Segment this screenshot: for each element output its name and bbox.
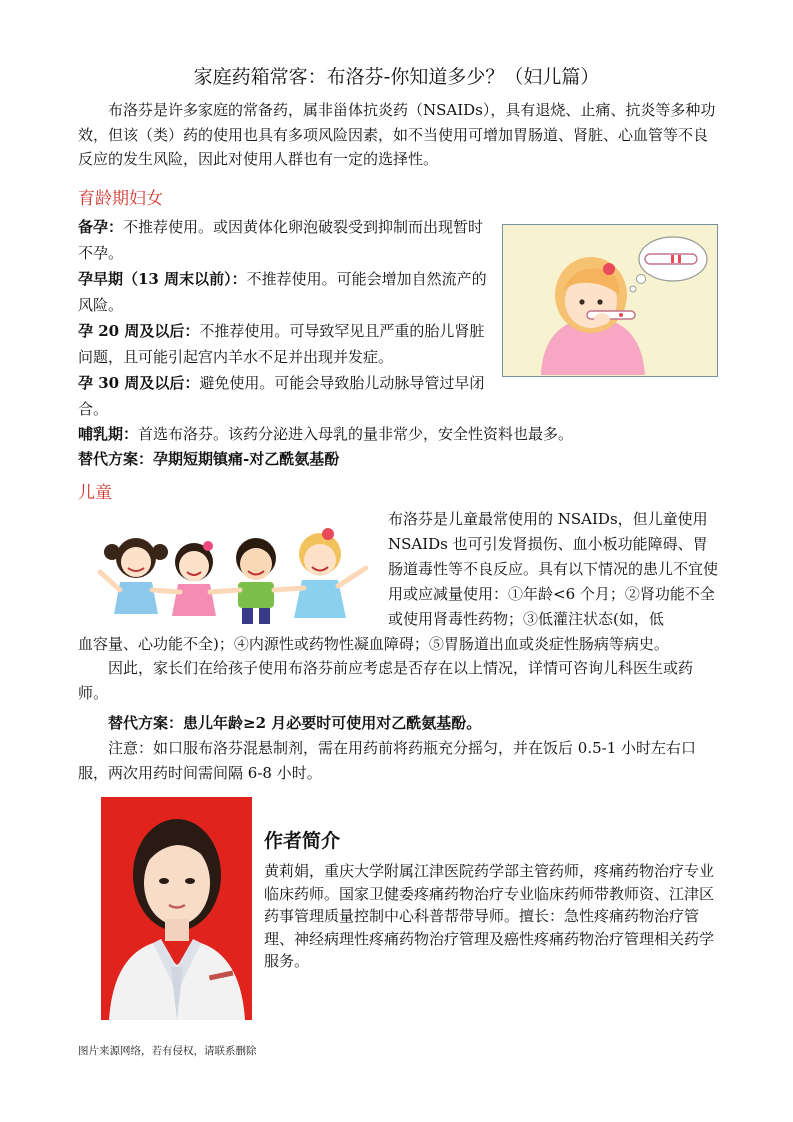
pregnancy-test-illustration <box>502 224 718 377</box>
author-portrait <box>101 797 252 1020</box>
advice-item-early-pregnancy: 孕早期（13 周末以前）：不推荐使用。可能会增加自然流产的风险。 <box>78 270 487 314</box>
children-note: 注意：如口服布洛芬混悬制剂，需在用药前将药瓶充分摇匀，并在饭后 0.5-1 小时左右口服，两次用药时间需间隔 6-8 小时。 <box>78 739 697 782</box>
advice-item-week-30: 孕 30 周及以后：避免使用。可能会导致胎儿动脉导管过早闭合。 <box>78 374 485 418</box>
children-risk-text: 布洛芬是儿童最常使用的 NSAIDs，但儿童使用 NSAIDs 也可引发肾损伤、血小板功能障碍、胃肠道毒性等不良反应。具有以下情况的患儿不宜使用或应减量使用：①年龄<6 个月；②肾功能不全或使用肾毒性药物；③低灌注状态(如，低 <box>388 510 719 628</box>
section-heading-women: 育龄期妇女 <box>78 189 163 209</box>
pregnancy-advice-list <box>78 214 498 422</box>
children-illustration <box>96 522 380 628</box>
author-heading: 作者简介 <box>264 830 341 852</box>
women-alternative: 替代方案：孕期短期镇痛-对乙酰氨基酚 <box>78 450 340 468</box>
advice-item-week-20: 孕 20 周及以后：不推荐使用。可导致罕见且严重的胎儿肾脏问题，且可能引起宫内羊水不足并出现并发症。 <box>78 322 485 366</box>
page-title: 家庭药箱常客：布洛芬-你知道多少？（妇儿篇） <box>193 66 600 88</box>
advice-item-preconception: 备孕：不推荐使用。或因黄体化卵泡破裂受到抑制而出现暂时不孕。 <box>78 218 484 262</box>
intro-paragraph: 布洛芬是许多家庭的常备药，属非甾体抗炎药（NSAIDs），具有退烧、止痛、抗炎等多种功效，但该（类）药的使用也具有多项风险因素，如不当使用可增加胃肠道、肾脏、心血管等不良反应的发生风险，因此对使用人群也有一定的选择性。 <box>78 101 716 168</box>
image-source-footnote: 图片来源网络，若有侵权，请联系删除 <box>78 1045 257 1057</box>
children-advice: 因此，家长们在给孩子使用布洛芬前应考虑是否存在以上情况，详情可咨询儿科医生或药师。 <box>78 659 694 702</box>
lactation-advice: 哺乳期：首选布洛芬。该药分泌进入母乳的量非常少，安全性资料也最多。 <box>78 425 574 443</box>
children-alternative: 替代方案：患儿年龄≥2 月必要时可使用对乙酰氨基酚。 <box>108 714 482 732</box>
section-heading-children: 儿童 <box>78 483 112 503</box>
author-bio: 黄莉娟，重庆大学附属江津医院药学部主管药师，疼痛药物治疗专业临床药师。国家卫健委疼痛药物治疗专业临床药师带教师资、江津区药事管理质量控制中心科普帮带导师。擅长：急性疼痛药物治疗管理、神经病理性疼痛药物治疗管理及癌性疼痛药物治疗管理相关药学服务。 <box>264 862 715 970</box>
children-risk-text-cont: 血容量、心功能不全)；④内源性或药物性凝血障碍；⑤胃肠道出血或炎症性肠病等病史。 <box>78 635 669 653</box>
